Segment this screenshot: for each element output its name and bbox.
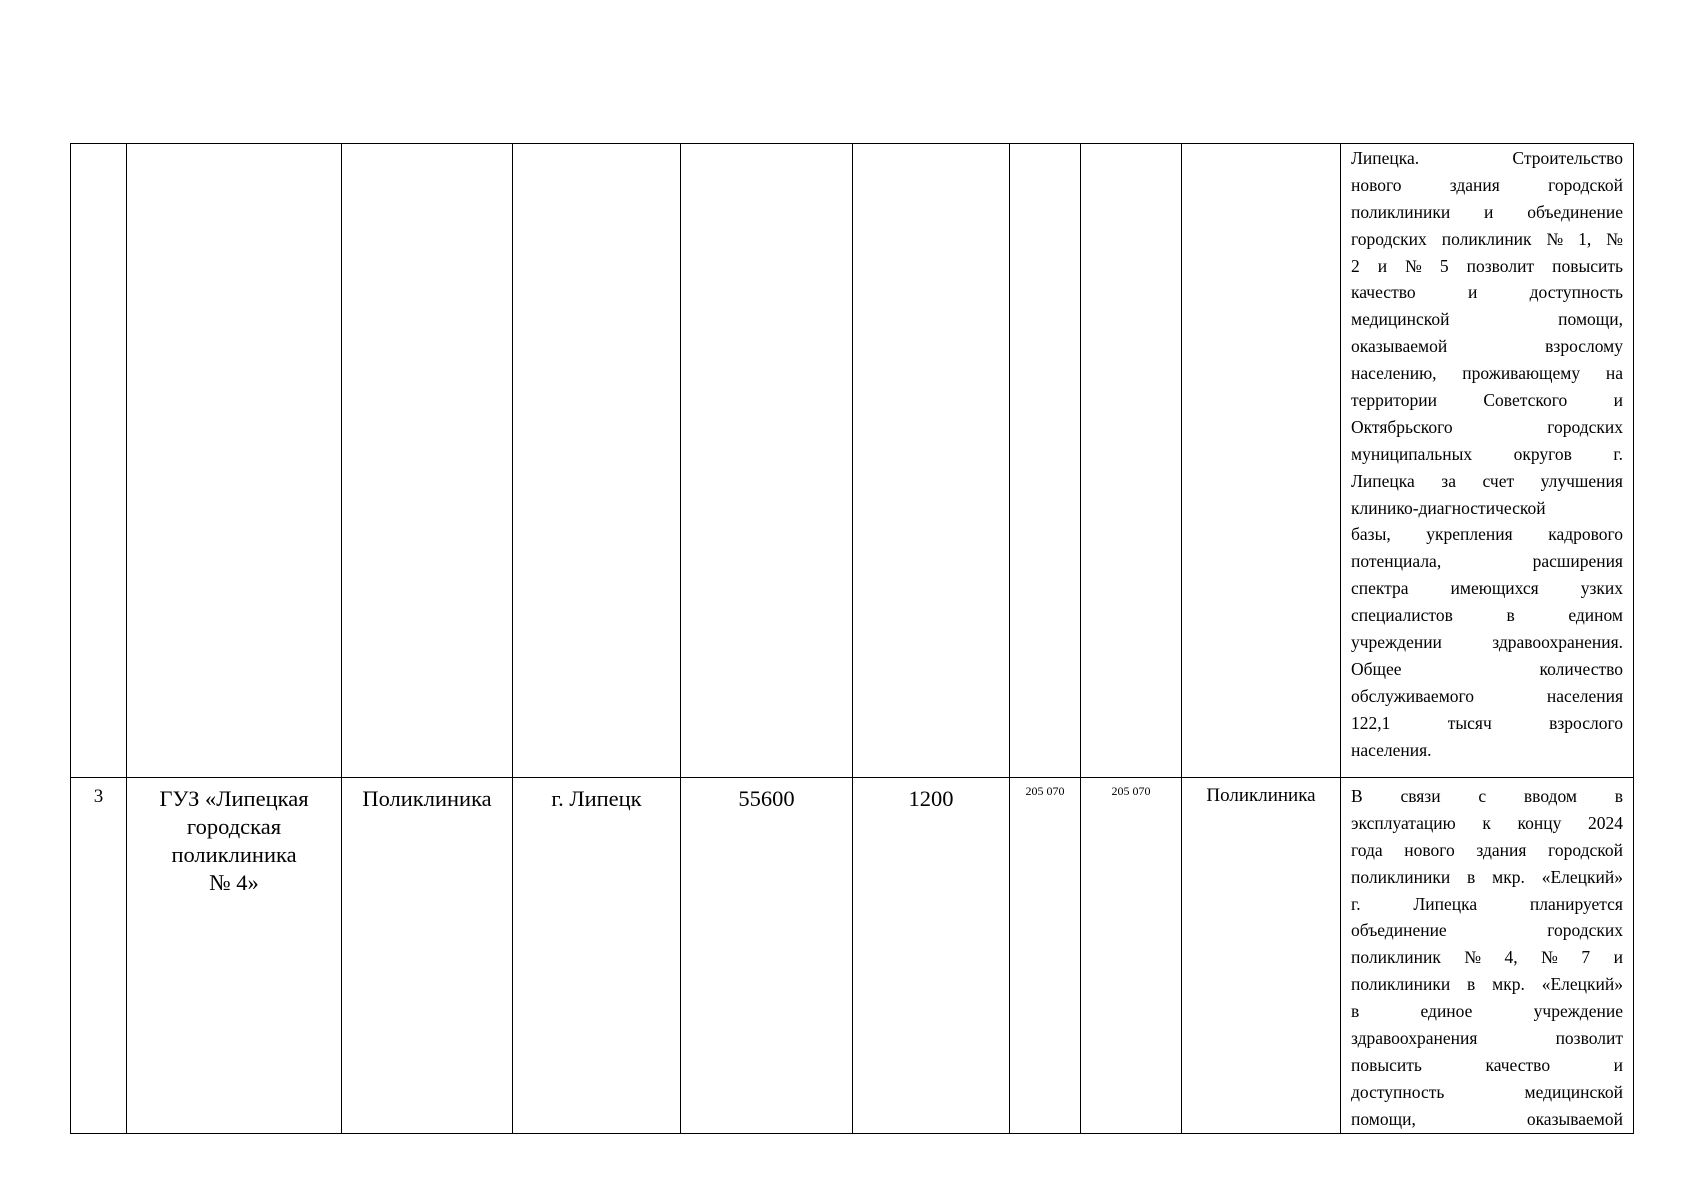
word: «Елецкий» <box>1541 974 1623 995</box>
word: Общее <box>1351 658 1402 679</box>
word: 2024 <box>1587 812 1623 833</box>
cell-num <box>71 778 127 1134</box>
visits-value: 1200 <box>908 786 954 811</box>
description-line <box>1351 864 1623 891</box>
word: укрепления <box>1426 524 1513 545</box>
word: в <box>1467 866 1476 887</box>
word: городской <box>1548 174 1623 195</box>
cell-name <box>127 778 342 1134</box>
word: качество <box>1485 1054 1551 1075</box>
cell-type <box>342 144 513 778</box>
object-type: Поликлиника <box>362 786 492 811</box>
word: городской <box>1548 839 1623 860</box>
word: планируется <box>1529 893 1623 914</box>
word: расширения <box>1532 551 1623 572</box>
word: повысить <box>1351 1054 1422 1075</box>
word: эксплуатацию <box>1351 812 1456 833</box>
word: территории <box>1351 390 1437 411</box>
word: в <box>1351 1001 1360 1022</box>
word: поликлиник <box>1441 228 1532 249</box>
word: доступность <box>1351 1081 1445 1102</box>
cell-name <box>127 144 342 778</box>
description-line <box>1351 917 1623 944</box>
word: помощи, <box>1351 1108 1416 1129</box>
word: Липецка <box>1413 893 1478 914</box>
word: едином <box>1568 605 1623 626</box>
description-line <box>1351 602 1623 629</box>
description-line <box>1351 1025 1623 1052</box>
description-line <box>1351 279 1623 306</box>
description-line <box>1351 1079 1623 1106</box>
name-line: № 4» <box>209 870 259 895</box>
cell-visits <box>853 778 1010 1134</box>
word: спектра <box>1351 578 1409 599</box>
word: и <box>1613 390 1623 411</box>
name-line: ГУЗ «Липецкая <box>159 786 309 811</box>
location: г. Липецк <box>551 786 642 811</box>
description-line: клинико-диагностической <box>1351 497 1546 518</box>
word: счет <box>1482 470 1515 491</box>
description-line <box>1351 810 1623 837</box>
word: здравоохранения. <box>1492 632 1623 653</box>
word: здравоохранения <box>1351 1028 1478 1049</box>
description-text <box>1341 144 1633 763</box>
cell-area <box>681 144 853 778</box>
cell-visits <box>853 144 1010 778</box>
word: повысить <box>1552 255 1623 276</box>
description-line <box>1351 172 1623 199</box>
cell-sum2 <box>1081 144 1182 778</box>
description-line <box>1351 575 1623 602</box>
word: 2 <box>1351 255 1360 276</box>
word: Октябрьского <box>1351 416 1453 437</box>
description-line <box>1351 145 1623 172</box>
word: муниципальных <box>1351 443 1473 464</box>
description-line <box>1351 253 1623 280</box>
cell-location <box>513 778 681 1134</box>
word: Советского <box>1483 390 1568 411</box>
document-table <box>70 143 1634 1134</box>
word: качество <box>1351 282 1416 303</box>
cell-type <box>342 778 513 1134</box>
word: учреждение <box>1533 1001 1623 1022</box>
word: Липецка. <box>1351 148 1420 168</box>
description-line <box>1351 891 1623 918</box>
institution-name <box>127 778 341 897</box>
word: и <box>1484 201 1494 222</box>
cell-sum1 <box>1010 144 1081 778</box>
cell-area <box>681 778 853 1134</box>
word: за <box>1441 470 1456 491</box>
word: нового <box>1404 839 1455 860</box>
word: населения <box>1546 685 1623 706</box>
row-number: 3 <box>93 786 104 807</box>
word: единое <box>1420 1001 1473 1022</box>
word: мкр. <box>1492 974 1525 995</box>
description-line <box>1351 1106 1623 1133</box>
word: поликлиник <box>1351 947 1441 968</box>
description-line <box>1351 441 1623 468</box>
description-line <box>1351 710 1623 737</box>
description-line <box>1351 387 1623 414</box>
cell-sum2 <box>1081 778 1182 1134</box>
word: с <box>1478 786 1487 806</box>
cell-location <box>513 144 681 778</box>
word: здания <box>1449 174 1500 195</box>
description-line <box>1351 971 1623 998</box>
word: взрослому <box>1545 336 1623 357</box>
description-line <box>1351 837 1623 864</box>
word: оказываемой <box>1351 336 1448 357</box>
word: и <box>1467 282 1478 303</box>
word: учреждении <box>1351 632 1442 653</box>
word: на <box>1605 363 1623 384</box>
cell-num <box>71 144 127 778</box>
word: 5 <box>1439 255 1449 276</box>
table-row <box>71 144 1634 778</box>
word: № <box>1541 947 1558 968</box>
word: концу <box>1517 812 1562 833</box>
word: позволит <box>1555 1028 1623 1049</box>
description-line <box>1351 414 1623 441</box>
description-line <box>1351 1052 1623 1079</box>
table-row <box>71 778 1634 1134</box>
description-text <box>1341 778 1633 1133</box>
word: проживающему <box>1462 363 1581 384</box>
cell-kind <box>1182 144 1341 778</box>
word: городских <box>1351 228 1427 249</box>
cell-description <box>1341 778 1634 1134</box>
name-line: городская <box>186 814 282 839</box>
description-line <box>1351 629 1623 656</box>
description-line <box>1351 656 1623 683</box>
description-line <box>1351 521 1623 548</box>
description-line <box>1351 683 1623 710</box>
cell-kind <box>1182 778 1341 1134</box>
cell-sum1 <box>1010 778 1081 1134</box>
word: кадрового <box>1548 524 1623 545</box>
description-line <box>1351 548 1623 575</box>
word: взрослого <box>1549 712 1623 733</box>
word: мкр. <box>1492 866 1525 887</box>
cell-description <box>1341 144 1634 778</box>
description-line <box>1351 783 1623 810</box>
description-line <box>1351 226 1623 253</box>
word: позволит <box>1466 255 1535 276</box>
word: обслуживаемого <box>1351 685 1475 706</box>
description-line <box>1351 306 1623 333</box>
description-line <box>1351 998 1623 1025</box>
word: узких <box>1580 578 1623 599</box>
word: специалистов <box>1351 605 1453 626</box>
word: № <box>1464 947 1482 968</box>
word: № <box>1546 228 1564 249</box>
description-line <box>1351 468 1623 495</box>
word: 7 <box>1581 947 1591 968</box>
word: и <box>1613 947 1623 968</box>
word: объединение <box>1527 201 1623 222</box>
word: № <box>1405 255 1422 276</box>
word: 122,1 <box>1351 712 1391 733</box>
description-line <box>1351 199 1623 226</box>
word: оказываемой <box>1526 1108 1623 1129</box>
description-line: населения. <box>1351 739 1432 760</box>
word: объединение <box>1351 920 1447 941</box>
word: в <box>1467 974 1476 995</box>
word: потенциала, <box>1351 551 1442 572</box>
word: и <box>1613 1054 1623 1075</box>
sum1-value: 205 070 <box>1025 784 1065 798</box>
word: улучшения <box>1540 470 1623 491</box>
word: населению, <box>1351 363 1437 384</box>
word: В <box>1351 786 1363 806</box>
description-line <box>1351 944 1623 971</box>
area-value: 55600 <box>738 786 795 811</box>
word: тысяч <box>1447 712 1492 733</box>
word: года <box>1351 839 1383 860</box>
name-line: поликлиника <box>171 842 297 867</box>
word: «Елецкий» <box>1541 866 1623 887</box>
word: 4, <box>1504 947 1518 968</box>
word: поликлиники <box>1351 974 1451 995</box>
word: в <box>1506 605 1515 626</box>
word: количество <box>1539 658 1623 679</box>
word: помощи, <box>1558 309 1623 330</box>
description-line <box>1351 360 1623 387</box>
word: № <box>1606 228 1623 249</box>
sum2-value: 205 070 <box>1111 784 1151 798</box>
word: медицинской <box>1524 1081 1623 1102</box>
word: здания <box>1476 839 1527 860</box>
word: округов <box>1513 443 1572 464</box>
word: связи <box>1400 786 1441 806</box>
word: поликлиники <box>1351 866 1451 887</box>
word: городских <box>1547 920 1623 941</box>
word: медицинской <box>1351 309 1450 330</box>
word: Липецка <box>1351 470 1415 491</box>
word: базы, <box>1351 524 1391 545</box>
word: г. <box>1351 893 1361 914</box>
word: г. <box>1613 443 1623 464</box>
word: к <box>1482 812 1491 833</box>
word: вводом <box>1523 786 1577 806</box>
word: поликлиники <box>1351 201 1451 222</box>
kind-value: Поликлиника <box>1206 785 1316 806</box>
word: 1, <box>1578 228 1592 249</box>
word: городских <box>1547 416 1623 437</box>
word: доступность <box>1529 282 1623 303</box>
word: имеющихся <box>1450 578 1539 599</box>
word: нового <box>1351 174 1402 195</box>
word: Строительство <box>1512 148 1623 168</box>
word: и <box>1377 255 1388 276</box>
description-line <box>1351 333 1623 360</box>
word: в <box>1614 786 1623 806</box>
